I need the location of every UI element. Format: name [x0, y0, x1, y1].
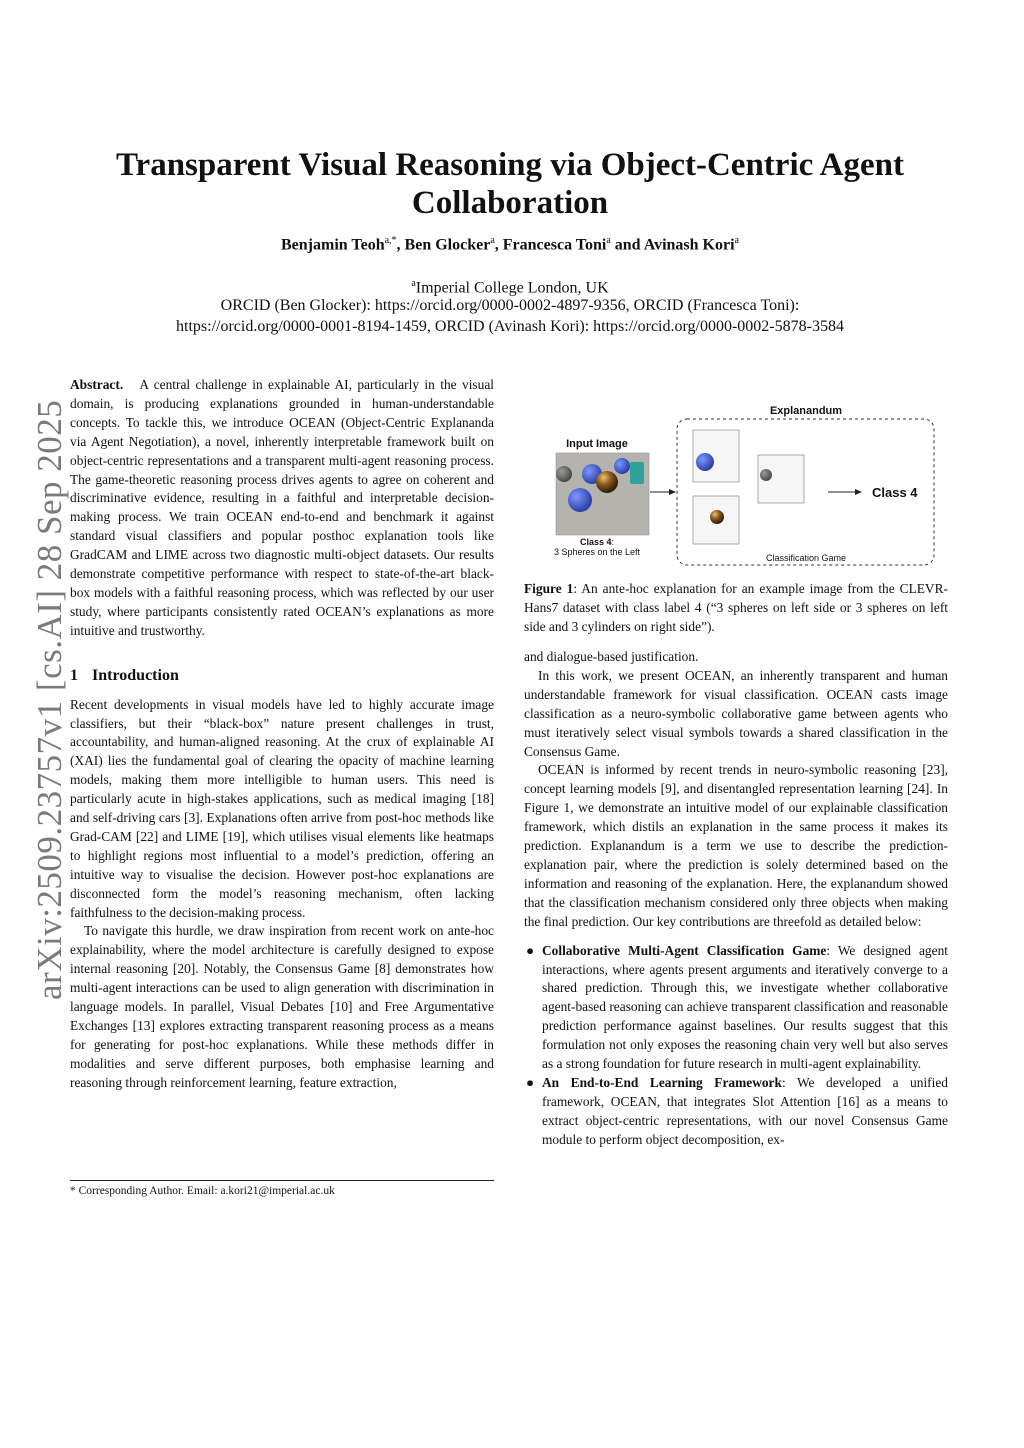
author-name: Avinash Kori	[643, 236, 735, 254]
classification-game-label: Classification Game	[765, 553, 847, 563]
sphere-gray	[760, 469, 772, 481]
paragraph: and dialogue-based justification.	[524, 649, 699, 664]
paragraph: OCEAN is informed by recent trends in neuro-symbolic reasoning [23], concept learning models [9], and disentangled representation learning [24]. In Figure 1, we demonstrate an intuitive model of our explainable classification framework, which distils an explanation in the same process it makes its prediction. Explanandum is a term we use to describe the prediction-explanation pair, where the prediction is solely determined based on the information and reasoning of the explanation. Here, the explanandum showed that the classification mechanism considered only three objects when making the final prediction. Our key contributions are threefold as detailed below:	[524, 762, 948, 929]
sphere-gold	[596, 471, 618, 493]
abstract-label: Abstract.	[70, 377, 124, 392]
orcid-line: https://orcid.org/0000-0001-8194-1459, ORCID (Avinash Kori): https://orcid.org/0000-0002-5878-3584	[176, 318, 844, 335]
figure-1	[540, 400, 940, 570]
sphere-blue	[614, 458, 630, 474]
bullet-icon: ●	[526, 1074, 535, 1090]
contribution-item: ● Collaborative Multi-Agent Classification Game: We designed agent interactions, where agents present arguments and iteratively converge to a shared prediction. Through this, we investigate whether collaborative agent-based reasoning can achieve transparent classification and reasonable prediction performance against baselines. Our results suggest that this formulation not only exposes the reasoning chain very well but also serves as a strong foundation for future research in multi-agent explainability.	[526, 942, 948, 1072]
arrow-head	[855, 489, 862, 495]
paper-title: Transparent Visual Reasoning via Object-Centric Agent Collaboration	[115, 147, 905, 221]
author-affil-mark: a	[606, 235, 611, 246]
abstract-text: A central challenge in explainable AI, particularly in the visual domain, is producing explanations grounded in human-understandable concepts. To tackle this, we introduce OCEAN (Object-Centric Explananda via Agent Negotiation), a novel, inherently interpretable framework built on object-centric representations and a transparent multi-agent reasoning process. The game-theoretic reasoning process drives agents to agree on coherent and discriminative evidence, resulting in a faithful and interpretable decision-making process. We train OCEAN end-to-end and benchmark it against standard visual classifiers and popular posthoc explanation tools like GradCAM and LIME across two diagnostic multi-object datasets. Our results demonstrate competitive performance with respect to state-of-the-art black-box models with a faithful reasoning process, which was reflected by our user study, where participants consistently rated OCEAN’s explanations as more intuitive and trustworthy.	[70, 377, 494, 638]
sphere-gold	[710, 510, 724, 524]
cylinder-teal	[630, 462, 644, 484]
contributions-list	[524, 942, 948, 1150]
output-class-label: Class 4	[872, 485, 918, 500]
author-name: Benjamin Teoh	[281, 236, 385, 254]
author-list: Benjamin Teoh$^{a,*}$, Ben Glocker$^a$, Francesca Toni$^a$ and Avinash Kori$^a$	[281, 235, 739, 254]
footnote: * Corresponding Author. Email: a.kori21@imperial.ac.uk	[70, 1185, 335, 1197]
figure-caption: Figure 1: An ante-hoc explanation for an example image from the CLEVR-Hans7 dataset with class label 4 (“3 spheres on left side or 3 spheres on left side and 3 cylinders on right side”).	[524, 581, 948, 634]
author-affil-mark: a,*	[384, 235, 397, 246]
affiliation: $^a$Imperial College London, UK	[411, 278, 609, 297]
sphere-gray	[556, 466, 572, 482]
left-column	[70, 376, 494, 1093]
author-name: Francesca Toni	[502, 236, 607, 254]
arxiv-stamp: arXiv:2509.23757v1 [cs.AI] 28 Sep 2025	[30, 399, 69, 1000]
author-name: Ben Glocker	[404, 236, 491, 254]
arrow-head	[669, 489, 676, 495]
class-label: Class 4:	[579, 537, 615, 547]
section-heading: 1 Introduction	[70, 666, 179, 684]
footnote-rule	[70, 1180, 494, 1181]
figure-caption-label: Figure 1	[524, 581, 574, 596]
right-column	[524, 648, 948, 1150]
abstract	[70, 376, 494, 641]
paragraph: In this work, we present OCEAN, an inherently transparent and human understandable framework for visual classification. OCEAN casts image classification as a neuro-symbolic collaborative game between agents who must iteratively select visual symbols towards a shared classification in the Consensus Game.	[524, 667, 948, 759]
input-image-label: Input Image	[566, 438, 628, 450]
bullet-icon: ●	[526, 942, 535, 958]
paragraph: To navigate this hurdle, we draw inspiration from recent work on ante-hoc explainability, where the model architecture is carefully designed to expose internal reasoning [20]. Notably, the Consensus Game [8] demonstrates how multi-agent interactions can be used to align generation with discrimination in language models. In parallel, Visual Debates [10] and Free Argumentative Exchanges [13] explores extracting transparent reasoning process as a means for generating for post-hoc explanations. While these methods differ in modalities and serve different purposes, both emphasise learning and reasoning through reinforcement learning, feature extraction,	[70, 923, 494, 1090]
author-affil-mark: a	[490, 235, 495, 246]
contribution-item: ● An End-to-End Learning Framework: We developed a unified framework, OCEAN, that integrates Slot Attention [16] as a means to extract object-centric representations, with our novel Consensus Game module to perform object decomposition, ex-	[526, 1074, 948, 1147]
orcid-line: ORCID (Ben Glocker): https://orcid.org/0000-0002-4897-9356, ORCID (Francesca Toni):	[220, 297, 800, 314]
class-description: 3 Spheres on the Left	[553, 547, 641, 557]
author-affil-mark: a	[734, 235, 739, 246]
sphere-blue	[696, 453, 714, 471]
sphere-blue	[568, 488, 592, 512]
paragraph: Recent developments in visual models have led to highly accurate image classifiers, but their “black-box” nature present challenges in trust, accountability, and human-aligned reasoning. At the crux of explainable AI (XAI) lies the fundamental goal of clearing the opacity of machine learning models, making them more intelligible to human users. This need is particularly acute in high-stakes applications, such as medical imaging [18] and self-driving cars [3]. Explanations often arrive from post-hoc methods like Grad-CAM [22] and LIME [19], which utilises visual elements like heatmaps to highlight regions most influential to a model’s prediction, offering an intuitive way to visualise the decision. However post-hoc explanations are disconnected form the model’s reasoning mechanism, often lacking faithfulness to the decision-making process.	[70, 696, 494, 920]
explanandum-label: Explanandum	[769, 405, 843, 417]
